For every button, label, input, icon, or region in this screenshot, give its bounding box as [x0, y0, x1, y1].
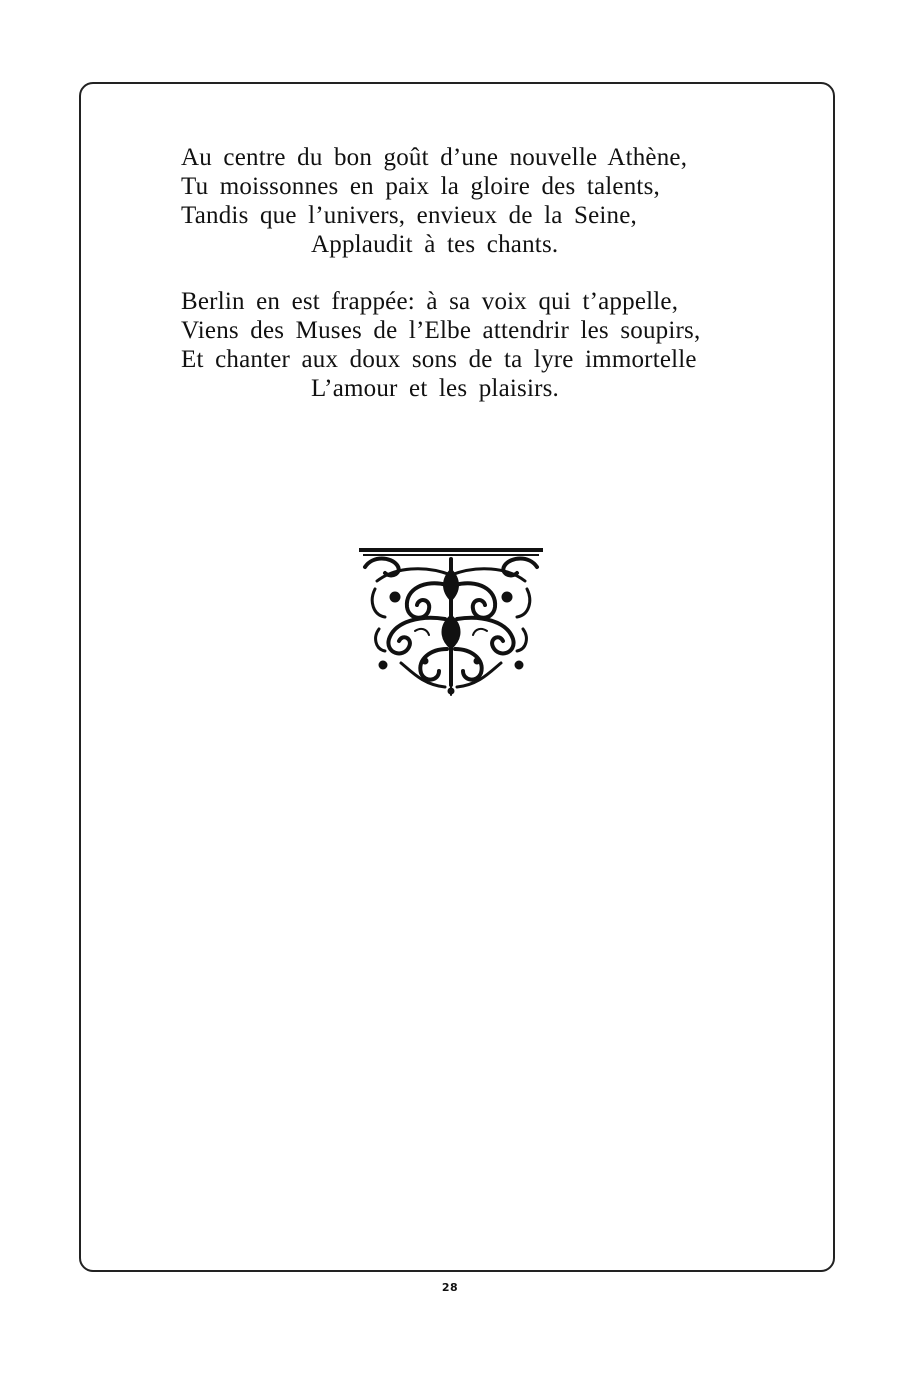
poem-line: Viens des Muses de l’Elbe attendrir les soupirs,: [181, 317, 701, 344]
floral-tailpiece-ornament-icon: [355, 545, 547, 697]
poem-line: Et chanter aux doux sons de ta lyre immortelle: [181, 346, 697, 373]
poem-stanza-2: [181, 287, 741, 403]
poem-line: Tandis que l’univers, envieux de la Seine,: [181, 202, 637, 229]
poem-line-indented: Applaudit à tes chants.: [311, 231, 559, 258]
poem-line: Berlin en est frappée: à sa voix qui t’appelle,: [181, 288, 679, 315]
page-number: 28: [441, 1281, 459, 1294]
poem-line: Au centre du bon goût d’une nouvelle Athène,: [181, 144, 688, 171]
poem-line-indented: L’amour et les plaisirs.: [311, 375, 559, 402]
poem-stanza-1: [181, 143, 741, 259]
poem-line: Tu moissonnes en paix la gloire des talents,: [181, 173, 660, 200]
